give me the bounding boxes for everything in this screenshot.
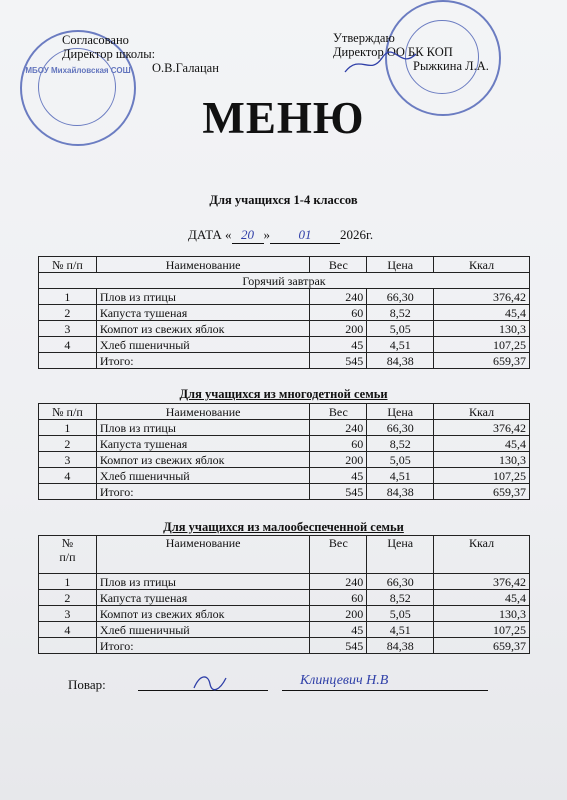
- approval-left: [62, 33, 219, 75]
- approval-right-title: Утверждаю: [333, 31, 395, 45]
- page-title: МЕНЮ: [202, 93, 365, 143]
- total-price: 84,38: [367, 484, 434, 500]
- row-kcal: 376,42: [434, 574, 530, 590]
- total-label: Итого:: [96, 484, 310, 500]
- table-header-row: [39, 257, 530, 273]
- row-num: 4: [39, 468, 97, 484]
- row-price: 5,05: [367, 321, 434, 337]
- row-num: 3: [39, 321, 97, 337]
- row-name: Хлеб пшеничный: [96, 337, 310, 353]
- date-month: 01: [270, 227, 340, 244]
- col-weight: Вес: [310, 404, 367, 420]
- row-weight: 240: [310, 420, 367, 436]
- section-row: [39, 273, 530, 289]
- row-kcal: 45,4: [434, 305, 530, 321]
- row-kcal: 107,25: [434, 337, 530, 353]
- total-empty: [39, 353, 97, 369]
- row-name: Компот из свежих яблок: [96, 606, 310, 622]
- table-header-row: [39, 536, 530, 574]
- col-price: Цена: [367, 536, 434, 574]
- cook-name-line: [282, 690, 488, 691]
- cook-signature: [190, 672, 230, 692]
- row-weight: 60: [310, 305, 367, 321]
- approval-left-title: Согласовано: [62, 33, 129, 47]
- col-price: Цена: [367, 404, 434, 420]
- row-num: 3: [39, 606, 97, 622]
- table-header-row: [39, 404, 530, 420]
- menu-table-large-family: [38, 403, 530, 500]
- col-weight: Вес: [310, 257, 367, 273]
- menu-table-breakfast: [38, 256, 530, 369]
- total-empty: [39, 484, 97, 500]
- row-weight: 200: [310, 606, 367, 622]
- col-name: Наименование: [96, 404, 310, 420]
- total-label: Итого:: [96, 638, 310, 654]
- row-weight: 200: [310, 452, 367, 468]
- row-kcal: 130,3: [434, 606, 530, 622]
- row-name: Компот из свежих яблок: [96, 321, 310, 337]
- page-subtitle: Для учащихся 1-4 классов: [209, 193, 358, 207]
- col-kcal: Ккал: [434, 404, 530, 420]
- total-kcal: 659,37: [434, 353, 530, 369]
- row-name: Плов из птицы: [96, 289, 310, 305]
- stamp-text: МБОУ Михайловская СОШ: [25, 66, 131, 75]
- row-kcal: 376,42: [434, 420, 530, 436]
- row-name: Плов из птицы: [96, 420, 310, 436]
- approval-left-name: О.В.Галацан: [152, 61, 219, 75]
- row-num: 2: [39, 590, 97, 606]
- table-row: [39, 606, 530, 622]
- section-heading-large-family: Для учащихся из многодетной семьи: [179, 387, 388, 401]
- row-name: Капуста тушеная: [96, 436, 310, 452]
- row-name: Капуста тушеная: [96, 305, 310, 321]
- row-num: 3: [39, 452, 97, 468]
- approval-right-position: Директор ОО БК КОП: [333, 45, 453, 59]
- table-row: [39, 321, 530, 337]
- col-weight: Вес: [310, 536, 367, 574]
- table-row: [39, 622, 530, 638]
- date-suffix: 2026г.: [340, 227, 374, 242]
- row-price: 8,52: [367, 305, 434, 321]
- table-row: [39, 590, 530, 606]
- row-kcal: 107,25: [434, 622, 530, 638]
- menu-table-low-income: [38, 535, 530, 654]
- row-weight: 240: [310, 574, 367, 590]
- total-kcal: 659,37: [434, 484, 530, 500]
- col-price: Цена: [367, 257, 434, 273]
- col-name: Наименование: [96, 536, 310, 574]
- total-weight: 545: [310, 638, 367, 654]
- table-row: [39, 574, 530, 590]
- section-title: Горячий завтрак: [39, 273, 530, 289]
- row-name: Плов из птицы: [96, 574, 310, 590]
- total-price: 84,38: [367, 638, 434, 654]
- row-kcal: 376,42: [434, 289, 530, 305]
- table-row: [39, 420, 530, 436]
- row-kcal: 107,25: [434, 468, 530, 484]
- table-row: [39, 452, 530, 468]
- row-weight: 45: [310, 468, 367, 484]
- row-weight: 45: [310, 337, 367, 353]
- total-label: Итого:: [96, 353, 310, 369]
- row-weight: 240: [310, 289, 367, 305]
- row-weight: 45: [310, 622, 367, 638]
- row-num: 2: [39, 305, 97, 321]
- table-row: [39, 468, 530, 484]
- total-row: [39, 638, 530, 654]
- section-heading-low-income: Для учащихся из малообеспеченной семьи: [163, 520, 404, 534]
- row-weight: 200: [310, 321, 367, 337]
- table-row: [39, 337, 530, 353]
- director-signature: [340, 48, 420, 78]
- row-kcal: 130,3: [434, 452, 530, 468]
- total-kcal: 659,37: [434, 638, 530, 654]
- row-price: 66,30: [367, 289, 434, 305]
- row-name: Хлеб пшеничный: [96, 622, 310, 638]
- row-name: Капуста тушеная: [96, 590, 310, 606]
- total-empty: [39, 638, 97, 654]
- total-weight: 545: [310, 353, 367, 369]
- row-price: 66,30: [367, 420, 434, 436]
- table-row: [39, 305, 530, 321]
- cook-label: Повар:: [68, 677, 106, 692]
- date-day: 20: [232, 227, 264, 244]
- row-price: 4,51: [367, 468, 434, 484]
- row-price: 4,51: [367, 337, 434, 353]
- date-line: [188, 227, 373, 244]
- row-num: 1: [39, 420, 97, 436]
- row-kcal: 130,3: [434, 321, 530, 337]
- row-price: 8,52: [367, 590, 434, 606]
- row-num: 2: [39, 436, 97, 452]
- col-num: № п/п: [39, 404, 97, 420]
- col-kcal: Ккал: [434, 536, 530, 574]
- row-price: 5,05: [367, 606, 434, 622]
- total-weight: 545: [310, 484, 367, 500]
- table-row: [39, 289, 530, 305]
- row-price: 4,51: [367, 622, 434, 638]
- row-weight: 60: [310, 436, 367, 452]
- row-price: 66,30: [367, 574, 434, 590]
- approval-left-position: Директор школы:: [62, 47, 156, 61]
- col-kcal: Ккал: [434, 257, 530, 273]
- table-row: [39, 436, 530, 452]
- row-kcal: 45,4: [434, 590, 530, 606]
- row-num: 4: [39, 622, 97, 638]
- row-num: 4: [39, 337, 97, 353]
- approval-right-name: Рыжкина Л.А.: [413, 59, 489, 73]
- cook-name: Клинцевич Н.В: [300, 673, 389, 688]
- total-row: [39, 353, 530, 369]
- col-name: Наименование: [96, 257, 310, 273]
- row-kcal: 45,4: [434, 436, 530, 452]
- col-num: [39, 536, 97, 574]
- row-weight: 60: [310, 590, 367, 606]
- row-price: 5,05: [367, 452, 434, 468]
- total-row: [39, 484, 530, 500]
- row-num: 1: [39, 574, 97, 590]
- row-name: Хлеб пшеничный: [96, 468, 310, 484]
- row-price: 8,52: [367, 436, 434, 452]
- date-prefix: ДАТА «: [188, 227, 232, 242]
- col-num: № п/п: [39, 257, 97, 273]
- date-mid: »: [263, 227, 271, 242]
- row-name: Компот из свежих яблок: [96, 452, 310, 468]
- total-price: 84,38: [367, 353, 434, 369]
- row-num: 1: [39, 289, 97, 305]
- col-num-line2: п/п: [59, 550, 76, 564]
- col-num-line1: №: [61, 536, 74, 550]
